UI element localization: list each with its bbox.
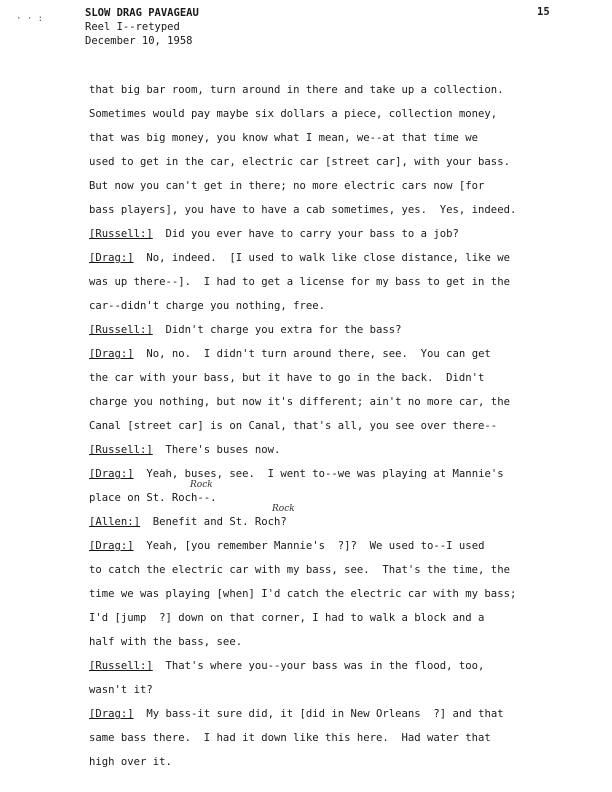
speaker-label: [Drag:] bbox=[89, 540, 134, 552]
transcript-line: car--didn't charge you nothing, free. bbox=[89, 300, 325, 312]
transcript-line: high over it. bbox=[89, 756, 172, 768]
transcript-line: [Drag:] No, no. I didn't turn around there, see. You can get bbox=[89, 348, 491, 360]
transcript-body bbox=[89, 80, 589, 776]
transcript-line: same bass there. I had it down like this here. Had water that bbox=[89, 732, 491, 744]
speaker-label: [Drag:] bbox=[89, 468, 134, 480]
handwritten-correction: Rock bbox=[272, 504, 295, 514]
transcript-line: [Drag:] Yeah, buses, see. I went to--we was playing at Mannie's bbox=[89, 468, 504, 480]
speaker-label: [Russell:] bbox=[89, 444, 153, 456]
transcript-line: that big bar room, turn around in there and take up a collection. bbox=[89, 84, 504, 96]
transcript-line: time we was playing [when] I'd catch the electric car with my bass; bbox=[89, 588, 517, 600]
speaker-label: [Russell:] bbox=[89, 228, 153, 240]
transcript-line: [Drag:] No, indeed. [I used to walk like close distance, like we bbox=[89, 252, 510, 264]
page-number: 15 bbox=[537, 6, 550, 18]
speaker-label: [Allen:] bbox=[89, 516, 141, 528]
transcript-line: charge you nothing, but now it's different; ain't no more car, the bbox=[89, 396, 510, 408]
transcript-line: wasn't it? bbox=[89, 684, 153, 696]
transcript-line: bass players], you have to have a cab sometimes, yes. Yes, indeed. bbox=[89, 204, 517, 216]
transcript-line: [Russell:] Didn't charge you extra for the bass? bbox=[89, 324, 402, 336]
transcript-line: But now you can't get in there; no more electric cars now [for bbox=[89, 180, 485, 192]
speaker-label: [Drag:] bbox=[89, 708, 134, 720]
document-date: December 10, 1958 bbox=[85, 35, 193, 47]
transcript-line: [Drag:] My bass-it sure did, it [did in New Orleans ?] and that bbox=[89, 708, 504, 720]
transcript-line: was up there--]. I had to get a license for my bass to get in the bbox=[89, 276, 510, 288]
transcript-line: [Drag:] Yeah, [you remember Mannie's ?]? We used to--I used bbox=[89, 540, 485, 552]
speaker-label: [Russell:] bbox=[89, 660, 153, 672]
document-header bbox=[85, 6, 199, 48]
transcript-line: [Allen:] Benefit and St. Roch? bbox=[89, 516, 287, 528]
reel-label: Reel I--retyped bbox=[85, 21, 180, 33]
transcript-line: used to get in the car, electric car [street car], with your bass. bbox=[89, 156, 510, 168]
transcript-line: place on St. Roch--. bbox=[89, 492, 217, 504]
margin-marks: · · : bbox=[16, 14, 44, 24]
document-title: SLOW DRAG PAVAGEAU bbox=[85, 7, 199, 19]
transcript-line: [Russell:] There's buses now. bbox=[89, 444, 281, 456]
transcript-line: that was big money, you know what I mean, we--at that time we bbox=[89, 132, 479, 144]
transcript-line: half with the bass, see. bbox=[89, 636, 243, 648]
transcript-line: I'd [jump ?] down on that corner, I had to walk a block and a bbox=[89, 612, 485, 624]
transcript-line: [Russell:] Did you ever have to carry your bass to a job? bbox=[89, 228, 459, 240]
transcript-line: the car with your bass, but it have to go in the back. Didn't bbox=[89, 372, 485, 384]
speaker-label: [Russell:] bbox=[89, 324, 153, 336]
transcript-line: Sometimes would pay maybe six dollars a piece, collection money, bbox=[89, 108, 498, 120]
handwritten-correction: Rock bbox=[190, 480, 213, 490]
transcript-line: to catch the electric car with my bass, see. That's the time, the bbox=[89, 564, 510, 576]
transcript-line: Canal [street car] is on Canal, that's all, you see over there-- bbox=[89, 420, 498, 432]
speaker-label: [Drag:] bbox=[89, 348, 134, 360]
transcript-line: [Russell:] That's where you--your bass was in the flood, too, bbox=[89, 660, 485, 672]
speaker-label: [Drag:] bbox=[89, 252, 134, 264]
